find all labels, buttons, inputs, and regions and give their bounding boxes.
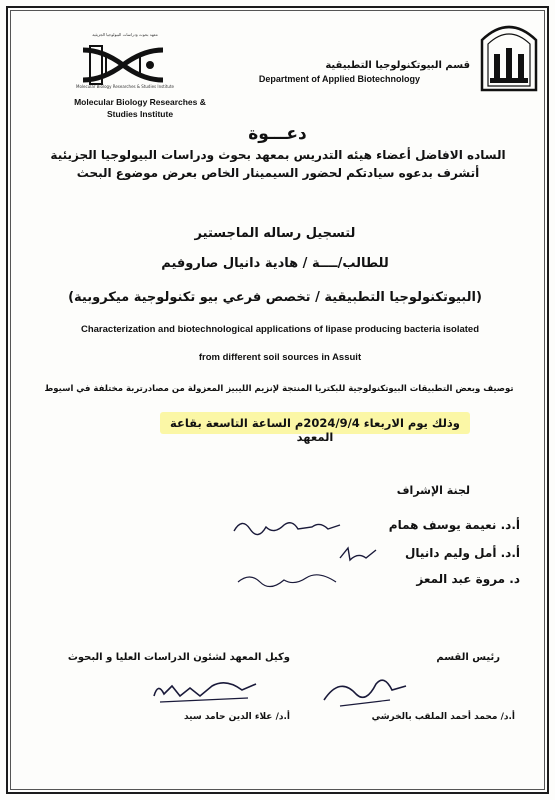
specialization-line: (البيوتكنولوجيا التطبيقية / تخصص فرعي بيو تكنولوجية ميكروبية) [68,290,482,305]
signature-member-3 [236,570,346,590]
signature-vice-dean [150,672,260,708]
institute-small-en: Molecular Biology Researches & Studies Institute [76,84,174,89]
student-line: للطالب/ــــة / هادية دانيال صاروفيم [161,256,389,271]
department-name-ar: قسم البيوتكنولوجيا التطبيقية [325,60,470,71]
committee-title: لجنة الإشراف [396,484,470,497]
signature-head-of-department [320,670,410,710]
head-of-department-name: أ.د/ محمد أحمد الملقب بالخرشي [371,712,515,722]
head-of-department-label: رئيس القسم [436,652,500,663]
dna-logo-icon [78,40,168,90]
invitation-line: أتشرف بدعوه سيادتكم لحضور السيمينار الخاص بعرض موضوع البحث [76,166,480,180]
department-name-en: Department of Applied Biotechnology [258,74,420,84]
vice-dean-label: وكيل المعهد لشئون الدراسات العليا و البحوث [67,652,290,663]
degree-line: لتسجيل رساله الماجستير [194,226,356,241]
institute-name: Molecular Biology Researches & Studies Institute [74,97,206,119]
date-time-line: وذلك يوم الاربعاء 2024/9/4م الساعة التاسعة بقاعة المعهد [170,416,460,444]
thesis-title-en-2: from different soil sources in Assuit [198,352,362,363]
thesis-title-ar: توصيف وبعض التطبيقات البيوتكنولوجية للبكتريا المنتجة لإنزيم الليبيز المعزولة من مصادرتربة مختلفة في اسيوط [44,384,514,394]
invitation-title: دعـــوة [248,124,307,144]
university-seal-icon [478,20,540,92]
signature-member-2 [338,544,378,564]
committee-member: د. مروة عبد المعز [416,572,520,586]
thesis-title-en-1: Characterization and biotechnological applications of lipase producing bacteria isolated [80,324,480,335]
salutation-line: الساده الافاضل أعضاء هيئه التدريس بمعهد بحوث ودراسات البيولوجيا الجزيئية [50,148,506,162]
committee-member: أ.د. نعيمة يوسف همام [388,518,520,532]
signature-member-1 [232,515,342,539]
vice-dean-name: أ.د/ علاء الدين حامد سيد [183,712,290,722]
institute-small-ar: معهد بحوث ودراسات البيولوجيا الجزيئية [92,32,158,37]
committee-member: أ.د. أمل وليم دانيال [404,546,520,560]
